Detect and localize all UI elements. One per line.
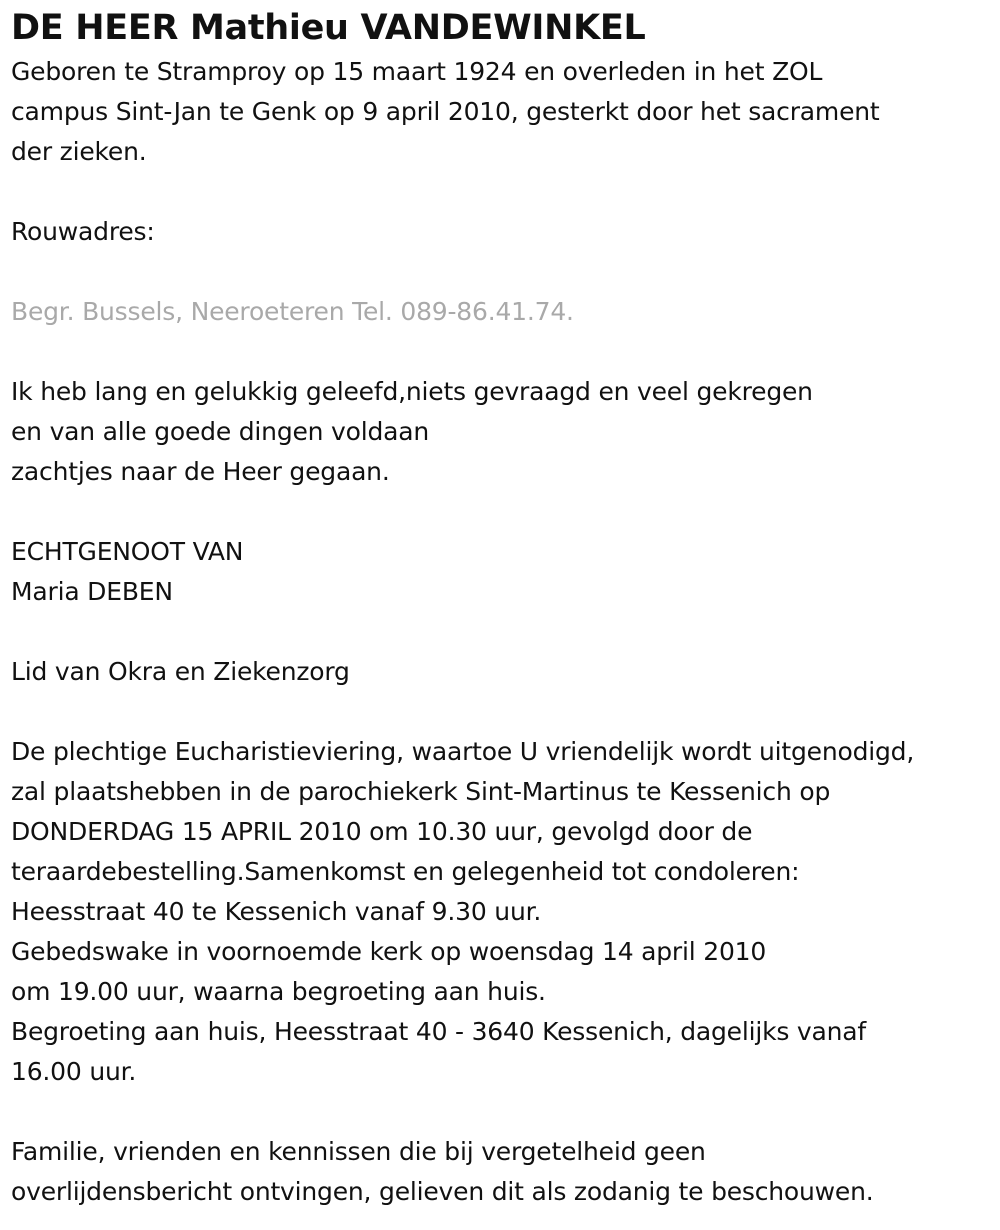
obituary-notice [11, 0, 996, 1212]
spouse-label: ECHTGENOOT VAN [11, 537, 244, 566]
closing-line: Familie, vrienden en kennissen die bij vergetelheid geen [11, 1137, 706, 1166]
closing-paragraph [11, 1132, 996, 1212]
birth-death-line: Geboren te Stramproy op 15 maart 1924 en overleden in het ZOL [11, 57, 823, 86]
closing-line: overlijdensbericht ontvingen, gelieven dit als zodanig te beschouwen. [11, 1177, 874, 1206]
birth-death-line: campus Sint-Jan te Genk op 9 april 2010, gesterkt door het sacrament [11, 97, 880, 126]
spacer [11, 252, 996, 292]
ceremony-line: teraardebestelling.Samenkomst en gelegenheid tot condoleren: [11, 857, 800, 886]
ceremony-line: Heesstraat 40 te Kessenich vanaf 9.30 uur. [11, 897, 542, 926]
spacer [11, 692, 996, 732]
spacer [11, 172, 996, 212]
ceremony-line: DONDERDAG 15 APRIL 2010 om 10.30 uur, gevolgd door de [11, 817, 753, 846]
deceased-name-heading: DE HEER Mathieu VANDEWINKEL [11, 8, 646, 48]
ceremony-line: 16.00 uur. [11, 1057, 137, 1086]
ceremony-paragraph [11, 732, 996, 1092]
ceremony-line: Begroeting aan huis, Heesstraat 40 - 3640 Kessenich, dagelijks vanaf [11, 1017, 867, 1046]
undertaker-contact: Begr. Bussels, Neeroeteren Tel. 089-86.41.74. [11, 297, 574, 326]
spouse-paragraph [11, 532, 996, 612]
mourning-address-label: Rouwadres: [11, 217, 155, 246]
ceremony-line: De plechtige Eucharistieviering, waartoe U vriendelijk wordt uitgenodigd, [11, 737, 915, 766]
ceremony-line: Gebedswake in voornoemde kerk op woensdag 14 april 2010 [11, 937, 767, 966]
spacer [11, 332, 996, 372]
poem-line: zachtjes naar de Heer gegaan. [11, 457, 390, 486]
ceremony-line: om 19.00 uur, waarna begroeting aan huis. [11, 977, 546, 1006]
spouse-name: Maria DEBEN [11, 577, 173, 606]
ceremony-line: zal plaatshebben in de parochiekerk Sint-Martinus te Kessenich op [11, 777, 831, 806]
birth-death-line: der zieken. [11, 137, 147, 166]
birth-death-paragraph [11, 52, 996, 172]
spacer [11, 1092, 996, 1132]
poem-line: en van alle goede dingen voldaan [11, 417, 430, 446]
membership-text: Lid van Okra en Ziekenzorg [11, 657, 350, 686]
spacer [11, 492, 996, 532]
poem-paragraph [11, 372, 996, 492]
spacer [11, 612, 996, 652]
poem-line: Ik heb lang en gelukkig geleefd,niets gevraagd en veel gekregen [11, 377, 813, 406]
